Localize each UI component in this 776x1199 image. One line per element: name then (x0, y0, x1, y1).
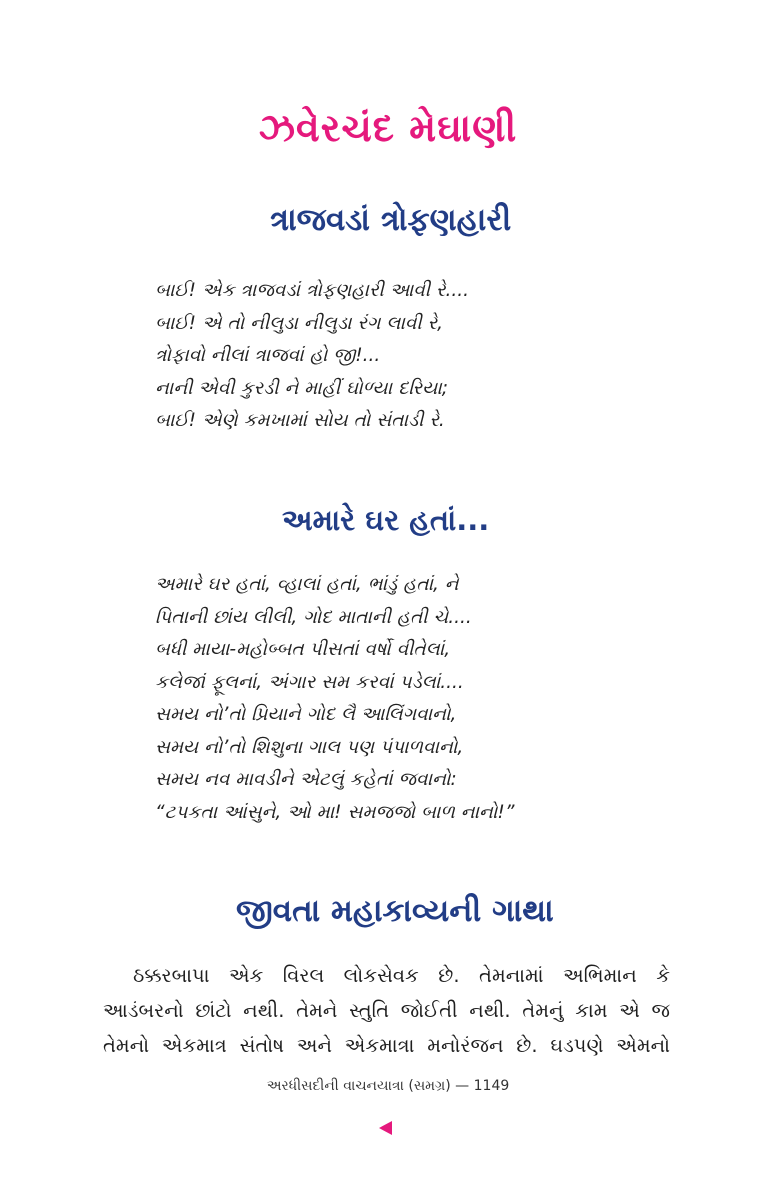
poem-line: સમય નવ માવડીને એટલું કહેતાં જવાનો: (155, 769, 457, 790)
page-footer: અરધીસદીની વાચનયાત્રા (સમગ્ર) — 1149 (266, 1078, 510, 1094)
poem-line: “ટપકતા આંસુને, ઓ મા! સમજજો બાળ નાનો!” (155, 801, 515, 823)
paragraph-line: આડંબરનો છાંટો નથી. તેમને સ્તુતિ જોઈતી નથી. તેમનું કામ એ જ (103, 999, 670, 1022)
poem-line: સમય નો’તો શિશુના ગાલ પણ પંપાળવાનો, (155, 736, 464, 758)
paragraph-line: તેમનો એકમાત્ર સંતોષ અને એકમાત્રા મનોરંજન છે. ઘડપણે એમનો (103, 1034, 670, 1057)
poem-line: કલેજાં ફૂલનાં, અંગાર સમ કરવાં પડેલાં.... (155, 671, 464, 693)
poem-line: બાઈ! એ તો નીલુડા નીલુડા રંગ લાવી રે, (155, 312, 444, 334)
poem-amare-ghar (155, 569, 514, 829)
author-heading: ઝવેરચંદ મેઘાણી (258, 106, 518, 150)
poem-trajavdan (155, 275, 469, 438)
poem-line: પિતાની છાંય લીલી, ગોદ માતાની હતી ચે.... (155, 606, 472, 628)
previous-page-arrow-icon[interactable] (379, 1121, 392, 1135)
poem-line: અમારે ઘર હતાં, વ્હાલાં હતાં, ભાંડું હતાં, ને (155, 574, 459, 595)
poem-line: બધી માયા-મહોબ્બત પીસતાં વર્ષો વીતેલાં, (155, 639, 451, 660)
poem-line: નાની એવી કુરડી ને માહીં ઘોળ્યા દરિયા; (155, 377, 448, 399)
poem-line: ત્રોફાવો નીલાં ત્રાજવાં હો જી!... (155, 345, 381, 366)
essay-paragraph (103, 958, 670, 1063)
essay-title-jivta-mahakavya: જીવતા મહાકાવ્યની ગાથા (236, 893, 554, 929)
poem-line: બાઈ! એણે કમખામાં સોય તો સંતાડી રે. (155, 410, 445, 431)
poem-line: બાઈ! એક ત્રાજવડાં ત્રોફણહારી આવી રે.... (155, 280, 470, 301)
poem-title-trajavdan: ત્રાજવડાં ત્રોફણહારી (270, 202, 512, 238)
poem-title-amare-ghar: અમારે ઘર હતાં... (282, 503, 490, 537)
paragraph-line: ઠક્કરબાપા એક વિરલ લોકસેવક છે. તેમનામાં અભિમાન કે (133, 964, 670, 987)
poem-line: સમય નો’તો પ્રિયાને ગોદ લૈ આલિંગવાનો, (155, 704, 457, 725)
